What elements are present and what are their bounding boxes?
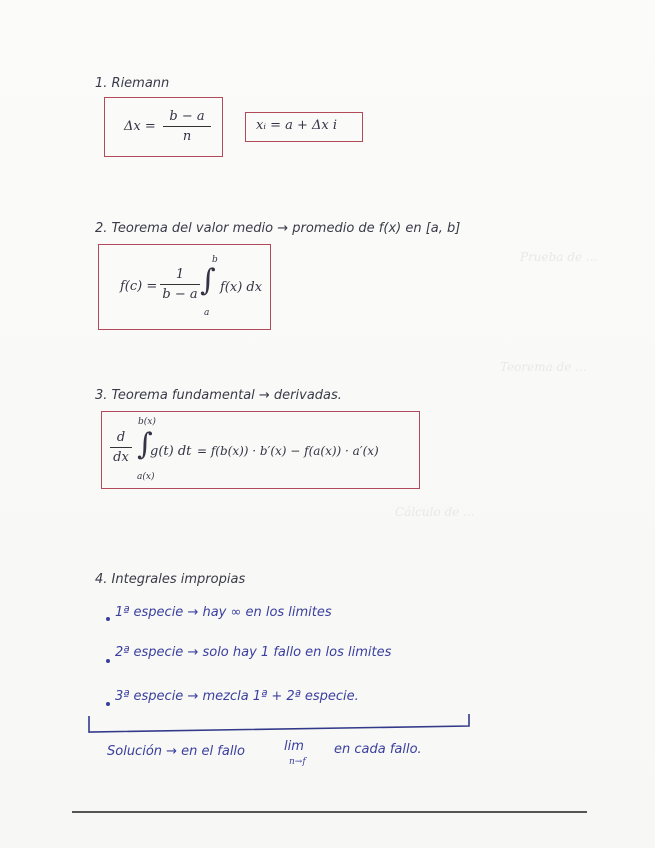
mean-value-integrand: f(x) dx xyxy=(220,280,263,295)
mean-value-numerator: 1 xyxy=(175,267,185,282)
dx-denominator: n xyxy=(182,129,192,144)
dx-fraction xyxy=(163,109,211,144)
fundamental-integrand: g(t) dt xyxy=(150,444,192,459)
dx-lhs: Δx = xyxy=(124,119,156,134)
fundamental-rhs: = f(b(x)) · b′(x) − f(a(x)) · a′(x) xyxy=(197,444,379,458)
lower-limit: a(x) xyxy=(137,472,155,482)
derivative-operator xyxy=(110,430,132,465)
fraction-bar xyxy=(160,284,200,285)
lim-subscript: n→f xyxy=(289,757,306,767)
integral-sign: ∫ xyxy=(137,427,153,462)
upper-limit: b xyxy=(212,255,218,265)
derivative-denominator: dx xyxy=(113,450,129,465)
fraction-bar xyxy=(163,126,211,127)
upper-limit: b(x) xyxy=(138,417,156,427)
page-bottom-rule xyxy=(72,811,587,813)
derivative-numerator: d xyxy=(116,430,126,445)
section-title-mean-value: 2. Teorema del valor medio → promedio de f(x) en [a, b] xyxy=(95,221,461,236)
xi-formula: xᵢ = a + Δx i xyxy=(256,118,338,133)
solution-end-text: en cada fallo. xyxy=(334,742,422,757)
section-title-fundamental: 3. Teorema fundamental → derivadas. xyxy=(95,388,342,403)
mean-value-lhs: f(c) = xyxy=(120,279,158,294)
improper-item-2: 2ª especie → solo hay 1 fallo en los limites xyxy=(115,645,392,660)
lim-word: lim xyxy=(284,739,304,754)
improper-item-1: 1ª especie → hay ∞ en los limites xyxy=(115,605,332,620)
section-title-improper: 4. Integrales impropias xyxy=(95,572,246,587)
bleed-through-text: Cálculo de ... xyxy=(395,505,475,519)
bullet xyxy=(106,659,110,663)
lower-limit: a xyxy=(204,308,210,318)
mean-value-fraction xyxy=(160,267,200,302)
solution-text: Solución → en el fallo xyxy=(107,744,245,759)
improper-item-3: 3ª especie → mezcla 1ª + 2ª especie. xyxy=(115,689,359,704)
bleed-through-text: Teorema de ... xyxy=(500,360,587,374)
bleed-through-text: Prueba de ... xyxy=(520,250,598,264)
mean-value-denominator: b − a xyxy=(162,287,198,302)
section-title-riemann: 1. Riemann xyxy=(95,76,170,91)
bullet xyxy=(106,617,110,621)
fraction-bar xyxy=(110,447,132,448)
bracket-line xyxy=(86,712,474,736)
dx-numerator: b − a xyxy=(169,109,205,124)
integral-sign: ∫ xyxy=(200,263,216,298)
bullet xyxy=(106,702,110,706)
